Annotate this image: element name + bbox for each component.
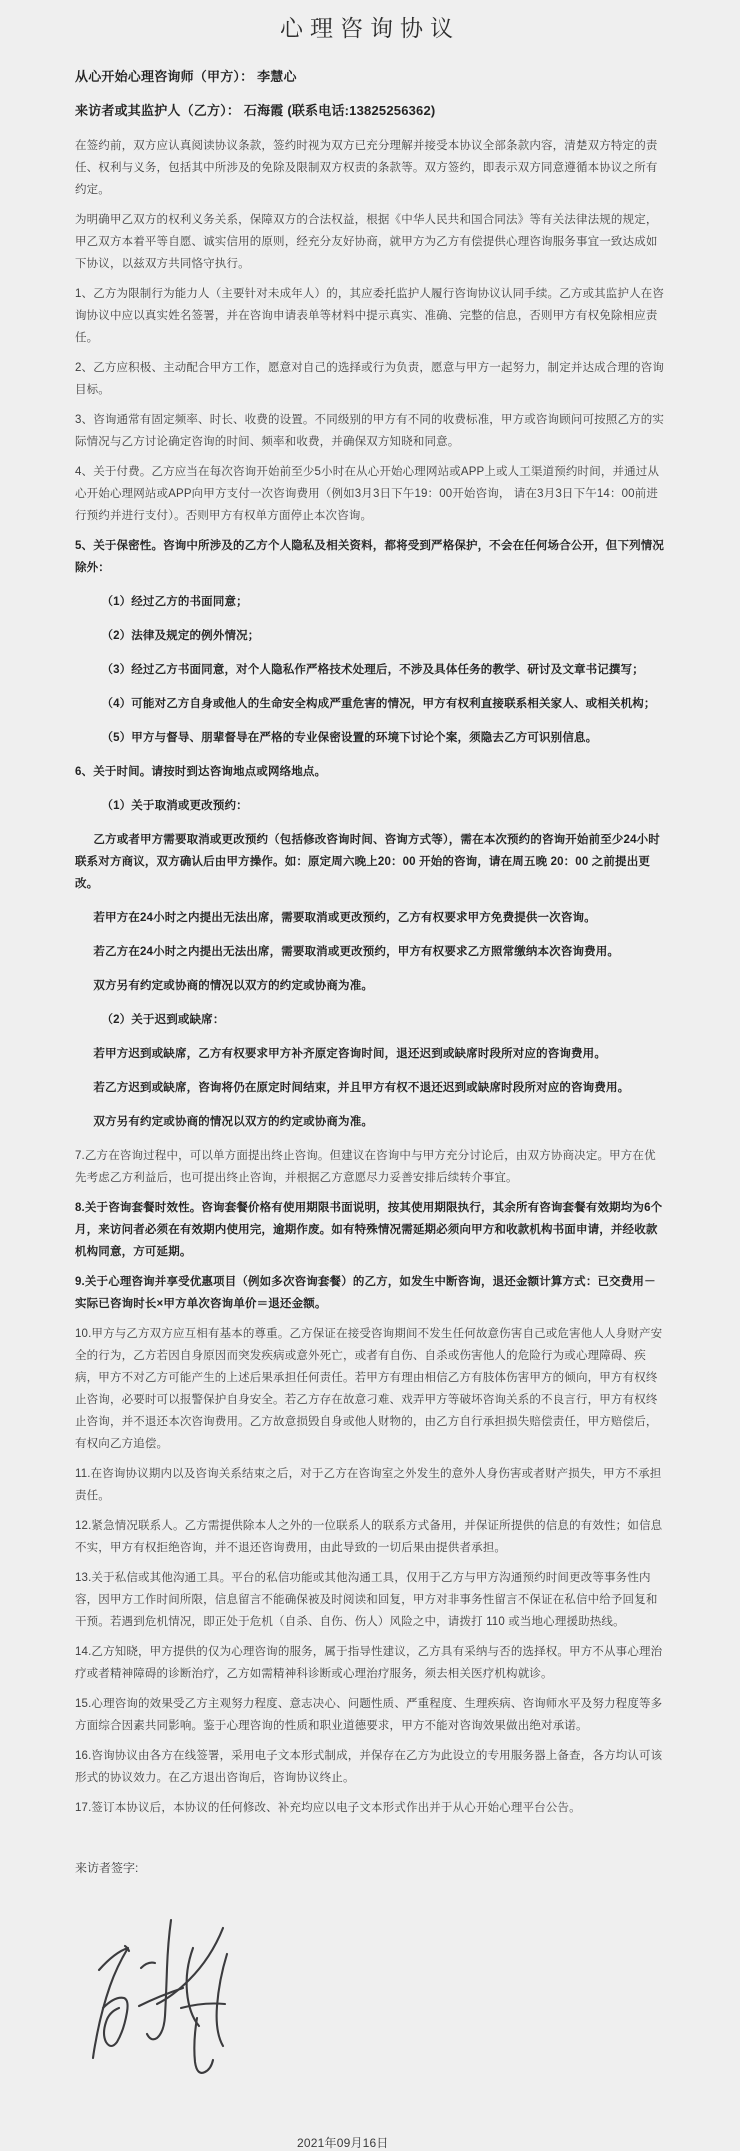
paragraph: （4）可能对乙方自身或他人的生命安全构成严重危害的情况，甲方有权利直接联系相关家人、或相关机构； (101, 698, 656, 710)
paragraph: 5、关于保密性。咨询中所涉及的乙方个人隐私及相关资料，都将受到严格保护，不会在任何场合公开，但下列情况除外： (75, 540, 665, 574)
paragraph: 为明确甲乙双方的权利义务关系，保障双方的合法权益，根据《中华人民共和国合同法》等有关法律法规的规定，甲乙双方本着平等自愿、诚实信用的原则，经充分友好协商，就甲方为乙方有偿提供心理咨询服务事宜一致达成如下协议，以兹双方共同恪守执行。 (75, 214, 658, 270)
paragraph: 12.紧急情况联系人。乙方需提供除本人之外的一位联系人的联系方式备用，并保证所提供的信息的有效性；如信息不实，甲方有权拒绝咨询，并不退还咨询费用，由此导致的一切后果由提供者承担。 (75, 1520, 663, 1554)
document-title: 心理咨询协议 (280, 15, 460, 41)
handwritten-signature-image (81, 1890, 231, 2090)
paragraph: （1）经过乙方的书面同意； (101, 596, 248, 608)
paragraph: 若乙方在24小时之内提出无法出席，需要取消或更改预约，甲方有权要求乙方照常缴纳本次咨询费用。 (93, 946, 620, 958)
paragraph: 双方另有约定或协商的情况以双方的约定或协商为准。 (93, 1116, 373, 1128)
paragraph: 13.关于私信或其他沟通工具。平台的私信功能或其他沟通工具，仅用于乙方与甲方沟通预约时间更改等事务性内容，因甲方工作时间所限，信息留言不能确保被及时阅读和回复，甲方对非事务性留言不保证在私信中给予回复和干预。若遇到危机情况，即正处于危机（自杀、自伤、伤人）风险之中，请拨打 110 或当地心理援助热线。 (75, 1572, 658, 1628)
agreement-paragraphs (75, 135, 665, 1819)
paragraph: （1）关于取消或更改预约： (101, 800, 248, 812)
paragraph: 7.乙方在咨询过程中，可以单方面提出终止咨询。但建议在咨询中与甲方充分讨论后，由双方协商决定。甲方在优先考虑乙方利益后，也可提出终止咨询，并根据乙方意愿尽力妥善安排后续转介事宜。 (75, 1150, 656, 1184)
signature-date: 2021年09月16日 (297, 2136, 389, 2150)
paragraph: 1、乙方为限制行为能力人（主要针对未成年人）的，其应委托监护人履行咨询协议认同手续。乙方或其监护人在咨询协议中应以真实姓名签署，并在咨询申请表单等材料中提示真实、准确、完整的信息，否则甲方有权免除相应责任。 (75, 288, 665, 344)
paragraph: 6、关于时间。请按时到达咨询地点或网络地点。 (75, 766, 327, 778)
paragraph: （3）经过乙方书面同意，对个人隐私作严格技术处理后，不涉及具体任务的教学、研讨及文章书记撰写； (101, 664, 644, 676)
visitor-signature (81, 1890, 665, 2090)
paragraph: 双方另有约定或协商的情况以双方的约定或协商为准。 (93, 980, 373, 992)
paragraph: 若甲方迟到或缺席，乙方有权要求甲方补齐原定咨询时间，退还迟到或缺席时段所对应的咨询费用。 (93, 1048, 606, 1060)
paragraph: 9.关于心理咨询并享受优惠项目（例如多次咨询套餐）的乙方，如发生中断咨询，退还金额计算方式：已交费用－实际已咨询时长×甲方单次咨询单价＝退还金额。 (75, 1276, 656, 1310)
paragraph: （2）关于迟到或缺席： (101, 1014, 225, 1026)
paragraph: 若乙方迟到或缺席，咨询将仍在原定时间结束，并且甲方有权不退还迟到或缺席时段所对应的咨询费用。 (93, 1082, 630, 1094)
paragraph: 若甲方在24小时之内提出无法出席，需要取消或更改预约，乙方有权要求甲方免费提供一次咨询。 (93, 912, 596, 924)
paragraph: 14.乙方知晓，甲方提供的仅为心理咨询的服务，属于指导性建议，乙方具有采纳与否的选择权。甲方不从事心理治疗或者精神障碍的诊断治疗，乙方如需精神科诊断或心理治疗服务，须去相关医疗机构就诊。 (75, 1646, 663, 1680)
paragraph: 17.签订本协议后，本协议的任何修改、补充均应以电子文本形式作出并于从心开始心理平台公告。 (75, 1802, 581, 1814)
party-visitor-line: 来访者或其监护人（乙方）： 石海霞 (联系电话:13825256362) (75, 103, 436, 118)
paragraph: （5）甲方与督导、朋辈督导在严格的专业保密设置的环境下讨论个案，须隐去乙方可识别信息。 (101, 732, 598, 744)
paragraph: 11.在咨询协议期内以及咨询关系结束之后，对于乙方在咨询室之外发生的意外人身伤害或者财产损失，甲方不承担责任。 (75, 1468, 662, 1502)
paragraph: 2、乙方应积极、主动配合甲方工作，愿意对自己的选择或行为负责，愿意与甲方一起努力，制定并达成合理的咨询目标。 (75, 362, 665, 396)
paragraph: 8.关于咨询套餐时效性。咨询套餐价格有使用期限书面说明，按其使用期限执行，其余所有咨询套餐有效期均为6个月，来访问者必须在有效期内使用完，逾期作废。如有特殊情况需延期必须向甲方和收款机构书面申请，并经收款机构同意，方可延期。 (75, 1202, 663, 1258)
paragraph: 15.心理咨询的效果受乙方主观努力程度、意志决心、问题性质、严重程度、生理疾病、咨询师水平及努力程度等多方面综合因素共同影响。鉴于心理咨询的性质和职业道德要求，甲方不能对咨询效果做出绝对承诺。 (75, 1698, 663, 1732)
paragraph: 4、关于付费。乙方应当在每次咨询开始前至少5小时在从心开始心理网站或APP上或人工渠道预约时间，并通过从心开始心理网站或APP向甲方支付一次咨询费用（例如3月3日下午19：00开始咨询， 请在3月3日下午14：00前进行预约并进行支付）。否则甲方有权单方面停止本次咨询。 (75, 466, 660, 522)
paragraph: 16.咨询协议由各方在线签署，采用电子文本形式制成，并保存在乙方为此设立的专用服务器上备查，各方均认可该形式的协议效力。在乙方退出咨询后，咨询协议终止。 (75, 1750, 663, 1784)
visitor-signature-label: 来访者签字: (75, 1861, 139, 1875)
party-counselor-line: 从心开始心理咨询师（甲方）： 李慧心 (75, 69, 297, 84)
paragraph: 在签约前，双方应认真阅读协议条款，签约时视为双方已充分理解并接受本协议全部条款内容，清楚双方特定的责任、权利与义务，包括其中所涉及的免除及限制双方权责的条款等。双方签约，即表示双方同意遵循本协议之所有约定。 (75, 140, 658, 196)
paragraph: 乙方或者甲方需要取消或更改预约（包括修改咨询时间、咨询方式等），需在本次预约的咨询开始前至少24小时联系对方商议，双方确认后由甲方操作。如：原定周六晚上20：00 开始的咨询，请在周五晚 20：00 之前提出更改。 (75, 834, 660, 890)
paragraph: 10.甲方与乙方双方应互相有基本的尊重。乙方保证在接受咨询期间不发生任何故意伤害自己或危害他人人身财产安全的行为，乙方若因自身原因而突发疾病或意外死亡，或者有自伤、自杀或伤害他人的危险行为或心理障碍、疾病，甲方不对乙方可能产生的上述后果承担任何责任。若甲方有理由相信乙方有肢体伤害甲方的倾向，甲方有权终止咨询，必要时可以报警保护自身安全。若乙方存在故意刁难、戏弄甲方等破坏咨询关系的不良言行，甲方有权终止咨询，并不退还本次咨询费用。乙方故意损毁自身或他人财物的，由乙方自行承担损失赔偿责任，甲方赔偿后，有权向乙方追偿。 (75, 1328, 663, 1450)
paragraph: （2）法律及规定的例外情况； (101, 630, 260, 642)
paragraph: 3、咨询通常有固定频率、时长、收费的设置。不同级别的甲方有不同的收费标准，甲方或咨询顾问可按照乙方的实际情况与乙方讨论确定咨询的时间、频率和收费，并确保双方知晓和同意。 (75, 414, 665, 448)
